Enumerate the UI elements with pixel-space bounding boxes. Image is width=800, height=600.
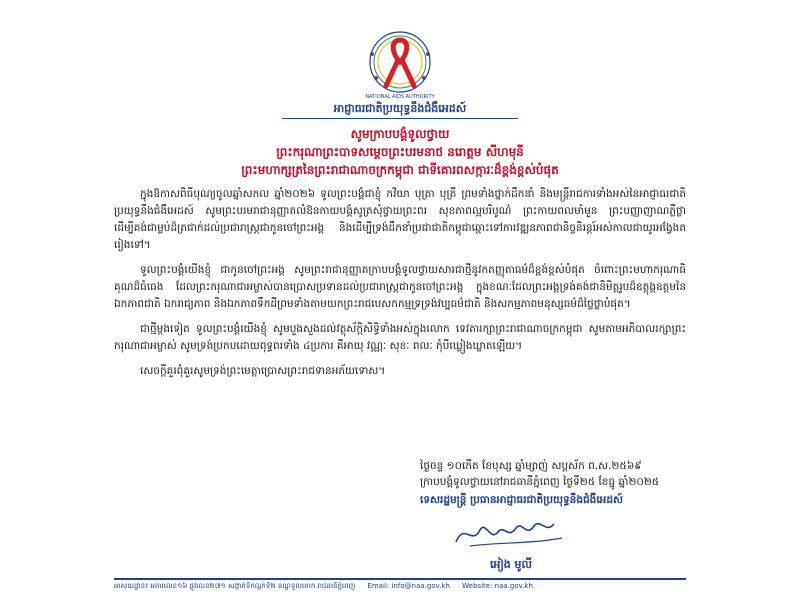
footer-website[interactable]: Website: naa.gov.kh — [462, 582, 533, 590]
body-paragraph-3: ជាថ្មីម្តងទៀត ទូលព្រះបង្គំយើងខ្ញុំ សូមបួងសួងដល់វត្ថុស័ក្តិសិទ្ធិទាំងអស់ក្នុងលោក ទេវតារក្សាព្រះរាជាណាចក្រកម្ពុជា សូមតាមអភិបាលរក្សាព្រះករុណាជាអម្ចាស់ សូមទ្រង់ប្រកបដោយពុទ្ធពរទាំង ៤ប្រការ គឺអាយុ វណ្ណៈ សុខៈ ពលៈ កុំបីឃ្លៀងឃ្លាតឡើយ។ — [114, 323, 686, 352]
king-name-title: ព្រះករុណាព្រះបាទសម្តេចព្រះបរមនាថ នរោត្តម សីហមុនី — [276, 145, 524, 159]
signatory-name: អៀង មូលី — [490, 558, 533, 571]
body-paragraph-2: ទូលព្រះបង្គំយើងខ្ញុំ ជាកូនចៅព្រះអង្គ សូមព្រះរាជានុញ្ញាតក្រាបបង្គំទូលថ្វាយសារជាថ្មីនូវកតញ្ញុតាធម៌ដ៏ខ្ពង់ខ្ពស់បំផុត ចំពោះព្រះមហាករុណាធិគុណដ៏ធំធេង ដែលព្រះករុណាជាអម្ចាស់បានប្រោសប្រទានដល់ប្រជារាស្ត្រជាកូនចៅព្រះអង្គ ក្នុងខណៈដែលព្រះអង្គទ្រង់គង់ជានិមិត្តរូបដ៏ឧត្តុង្គឧត្តមនៃឯកភាពជាតិ ឯករាជ្យភាព និងឯកភាពទឹកដីព្រមទាំងតាមយកព្រះរាជបេសកកម្មទ្រទ្រង់វប្បធម៌ជាតិ និងសកម្មភាពមនុស្សធម៌ដ៏ថ្លៃថ្លាបំផុត។ — [114, 264, 686, 310]
organization-underline — [282, 118, 518, 119]
lunar-date: ថ្ងៃចន្ទ ១០កើត ខែបុស្ស ឆ្នាំម្សាញ់ សប្តស័ក ព.ស.២៥៦៩ — [420, 460, 642, 472]
letter-footer — [114, 582, 686, 592]
king-role-title: ព្រះមហាក្សត្រនៃព្រះរាជាណាចក្រកម្ពុជា ជាទីគោរពសក្ការៈដ៏ខ្ពង់ខ្ពស់បំផុត — [241, 163, 559, 177]
letter-body — [114, 186, 686, 380]
national-aids-authority-logo — [348, 22, 452, 102]
date-block — [420, 458, 740, 490]
logo-arc-text: NATIONAL AIDS AUTHORITY — [365, 94, 435, 100]
closing-line: សេចក្តីគួរពុំគួរសូមទ្រង់ព្រះមេត្តាប្រោសព្រះរាជទានអភ័យទោស។ — [140, 365, 386, 377]
body-paragraph-1: ក្នុងឱកាសពិធីបុណ្យចូលឆ្នាំសកល ឆ្នាំ២០២៦ ទូលព្រះបង្គំជាខ្ញុំ កវិយា បុត្រា បុត្រី ព្រមទាំងថ្នាក់ដឹកនាំ និងមន្ត្រីរាជការទាំងអស់នៃអាជ្ញាធរជាតិប្រយុទ្ធនឹងជំងឺអេដស៍ សូមព្រះបរមរាជានុញ្ញាតលំឱនកាយបង្គំសូត្រសុំថ្វាយព្រះពរ សុខភាពល្អបរិបូណ៌ ព្រះកាយពលមាំមួន ព្រះបញ្ញាញាណភ្លឺថ្លា ដើម្បីគង់ជាម្លប់ដ៏ត្រជាក់ដល់ប្រជារាស្ត្រជាកូនចៅព្រះអង្គ និងដើម្បីទ្រង់ដឹកនាំប្រជាជាតិកម្ពុជាឆ្ពោះទៅការវឌ្ឍនភាពជានិច្ចនិរន្តរ៍អស់កាលជាយូរអង្វែងតរៀងទៅ។ — [114, 188, 686, 251]
organization-name: អាជ្ញាធរជាតិប្រយុទ្ធនឹងជំងឺអេដស៍ — [333, 102, 467, 115]
handwritten-signature — [450, 512, 570, 552]
signatory-title: ទេសរដ្ឋមន្ត្រី ប្រធានអាជ្ញាធរជាតិប្រយុទ្ធនឹងជំងឺអេដស៍ — [420, 494, 623, 506]
footer-email[interactable]: Email: info@naa.gov.kh — [367, 582, 450, 590]
salutation-title: សូមក្រាបបង្គំទូលថ្វាយ — [350, 127, 450, 141]
footer-address: អាសយដ្ឋាន៖ អគារលេខ១៦ ផ្លូវលេខ២៧១ សង្កាត់ទឹកល្អក់ទី២ ខណ្ឌទួលគោក រាជធានីភ្នំពេញ — [114, 582, 356, 590]
solar-date: ក្រាបបង្គំទូលថ្វាយនៅរាជធានីភ្នំពេញ ថ្ងៃទី២៥ ខែធ្នូ ឆ្នាំ២០២៥ — [420, 476, 660, 488]
signature-icon — [450, 512, 570, 552]
aids-ribbon-logo-icon — [348, 22, 452, 102]
footer-divider — [114, 578, 686, 580]
